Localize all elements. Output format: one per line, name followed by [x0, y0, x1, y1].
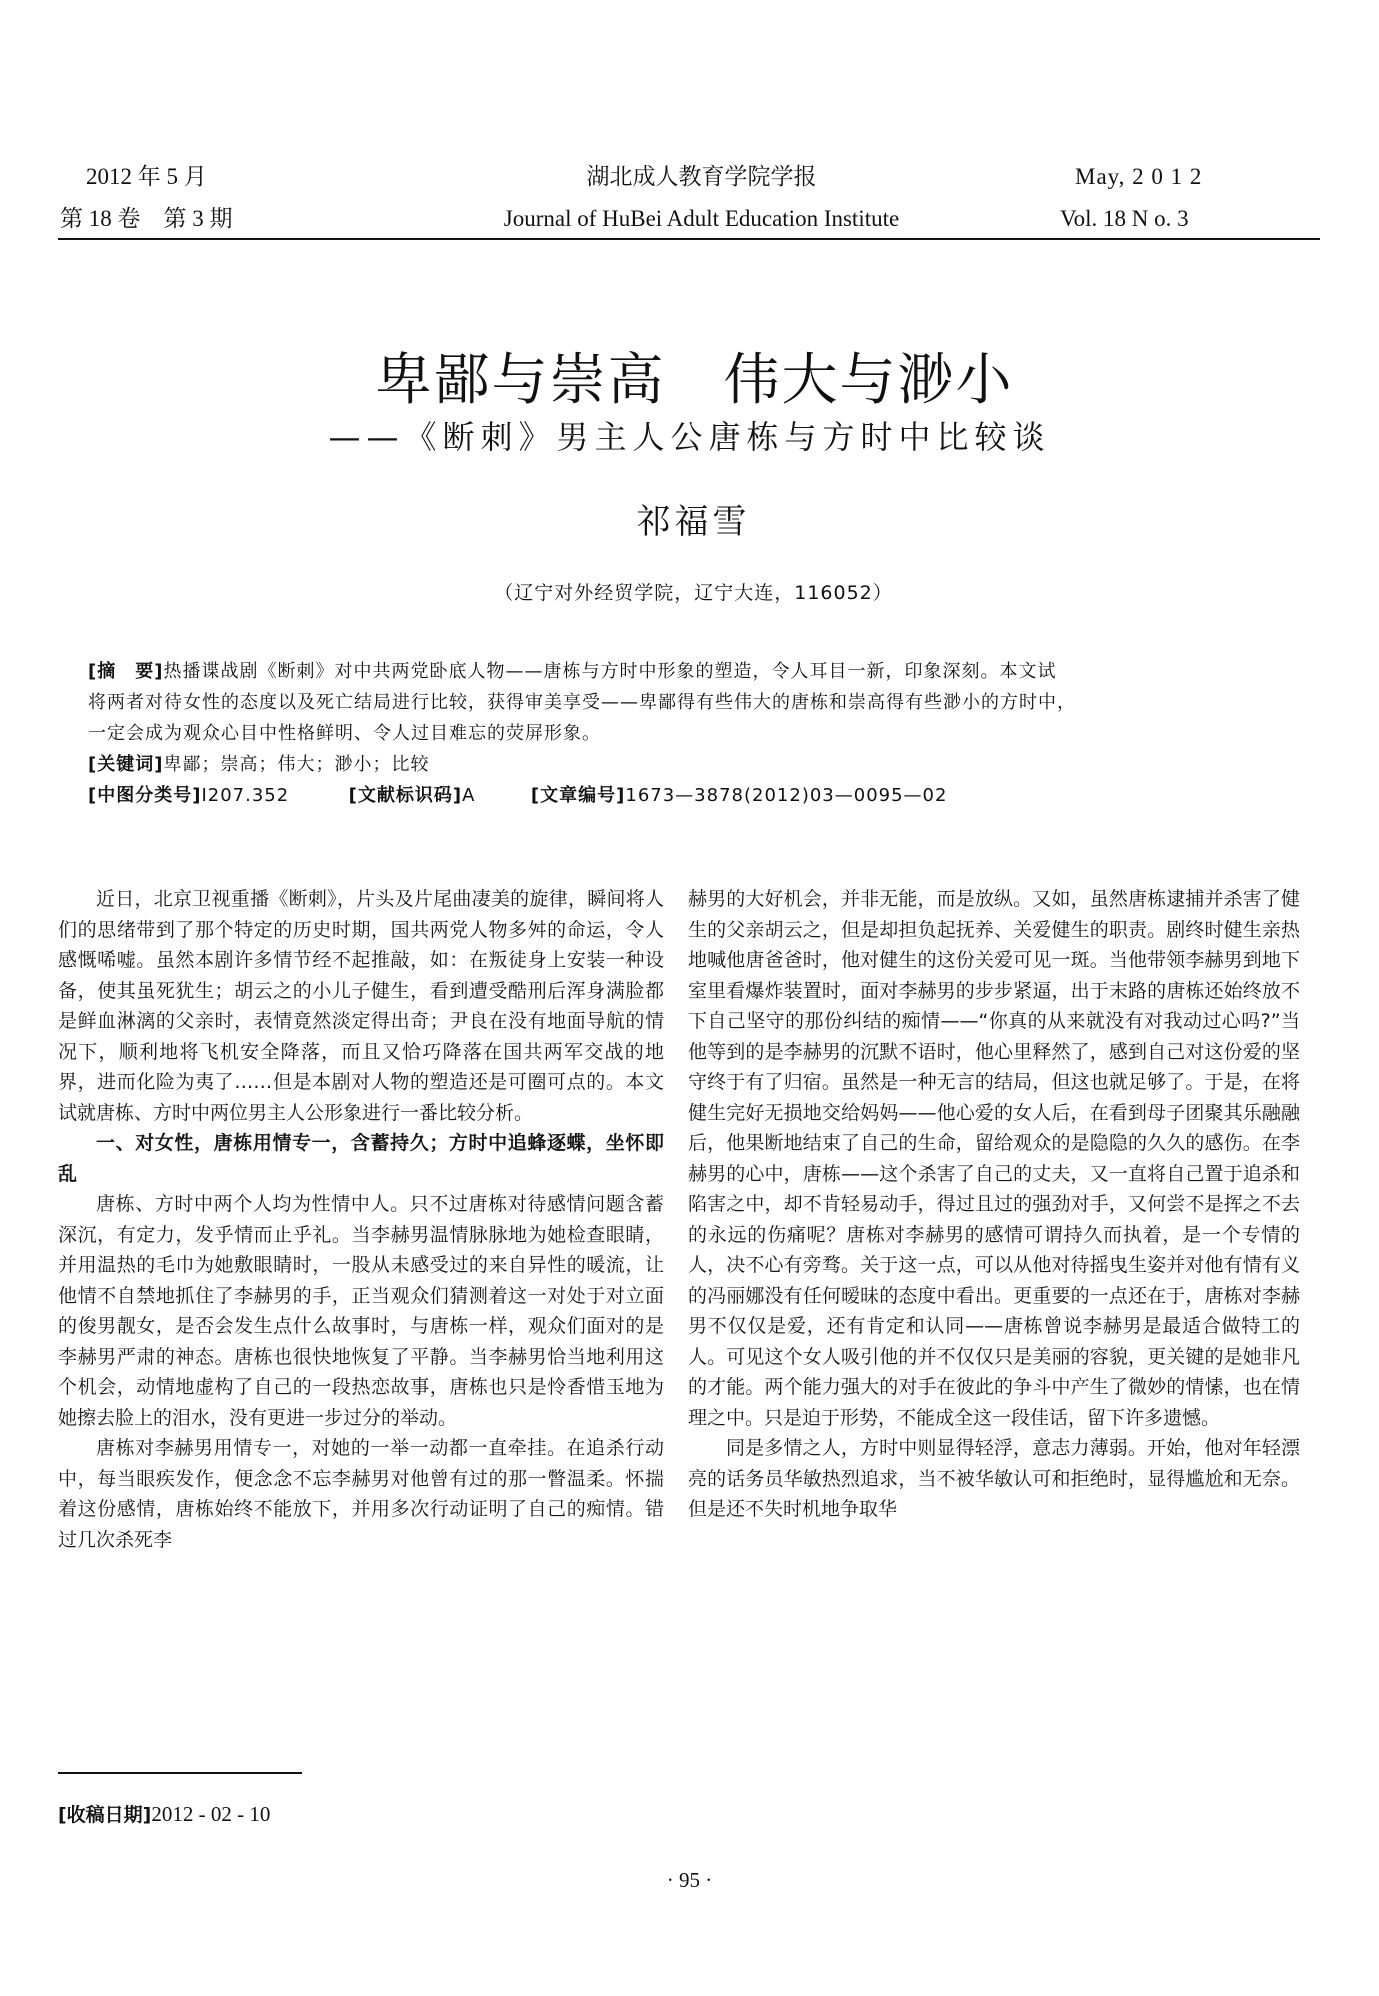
header-date-cn: 2012 年 5 月 [86, 164, 207, 189]
body-paragraph: 唐栋、方时中两个人均为性情中人。只不过唐栋对待感情问题含蓄深沉，有定力，发乎情而止乎礼。当李赫男温情脉脉地为她检查眼睛，并用温热的毛巾为她敷眼睛时，一股从未感受过的来自异性的暖流，让他情不自禁地抓住了李赫男的手，正当观众们猜测着这一对处于对立面的俊男靓女，是否会发生点什么故事时，与唐栋一样，观众们面对的是李赫男严肃的神态。唐栋也很快地恢复了平静。当李赫男恰当地利用这个机会，动情地虚构了自己的一段热恋故事，唐栋也只是怜香惜玉地为她擦去脸上的泪水，没有更进一步过分的举动。 [58, 1193, 664, 1429]
keywords-value: 卑鄙；崇高；伟大；渺小；比较 [163, 754, 430, 775]
article-subtitle: ——《断刺》男主人公唐栋与方时中比较谈 [328, 418, 1051, 456]
doc-code-label: [文献标识码] [348, 785, 463, 806]
doc-code-value: A [462, 785, 476, 806]
body-paragraph: 近日，北京卫视重播《断刺》，片头及片尾曲凄美的旋律，瞬间将人们的思绪带到了那个特定的历史时期，国共两党人物多舛的命运，令人感慨唏嘘。虽然本剧许多情节经不起推敲，如：在叛徒身上安装一种设备，使其虽死犹生；胡云之的小儿子健生，看到遭受酷刑后浑身满脸都是鲜血淋漓的父亲时，表情竟然淡定得出奇；尹良在没有地面导航的情况下，顺利地将飞机安全降落，而且又恰巧降落在国共两军交战的地界，进而化险为夷了……但是本剧对人物的塑造还是可圈可点的。本文试就唐栋、方时中两位男主人公形象进行一番比较分析。 [58, 888, 664, 1124]
classification-line [88, 780, 1263, 811]
article-no-value: 1673—3878(2012)03—0095—02 [625, 785, 948, 806]
clc-label: [中图分类号] [88, 785, 202, 806]
body-paragraph-continued: 赫男的大好机会，并非无能，而是放纵。又如，虽然唐栋逮捕并杀害了健生的父亲胡云之，但是却担负起抚养、关爱健生的职责。剧终时健生亲热地喊他唐爸爸时，他对健生的这份关爱可见一斑。当他带领李赫男到地下室里看爆炸装置时，面对李赫男的步步紧逼，出于末路的唐栋还始终放不下自己坚守的那份纠结的痴情——“你真的从来就没有对我动过心吗?”当他等到的是李赫男的沉默不语时，他心里释然了，感到自己对这份爱的坚守终于有了归宿。虽然是一种无言的结局，但这也就足够了。于是，在将健生完好无损地交给妈妈——他心爱的女人后，在看到母子团聚其乐融融后，他果断地结束了自己的生命，留给观众的是隐隐的久久的感伤。在李赫男的心中，唐栋——这个杀害了自己的丈夫，又一直将自己置于追杀和陷害之中，却不肯轻易动手，得过且过的强劲对手，又何尝不是挥之不去的永远的伤痛呢？唐栋对李赫男的感情可谓持久而执着，是一个专情的人，决不心有旁骛。关于这一点，可以从他对待摇曳生姿并对他有情有义的冯丽娜没有任何暧昧的态度中看出。更重要的一点还在于，唐栋对李赫男不仅仅是爱，还有肯定和认同——唐栋曾说李赫男是最适合做特工的人。可见这个女人吸引他的并不仅仅只是美丽的容貌，更关键的是她非凡的才能。两个能力强大的对手在彼此的争斗中产生了微妙的情愫，也在情理之中。只是迫于形势，不能成全这一段佳话，留下许多遗憾。 [688, 888, 1300, 1429]
abstract-line-3: 一定会成为观众心目中性格鲜明、令人过目难忘的荧屏形象。 [88, 723, 601, 744]
keywords-line [88, 749, 1263, 780]
journal-title-cn: 湖北成人教育学院学报 [586, 164, 817, 189]
keywords-label: [关键词] [88, 754, 164, 775]
article-title: 卑鄙与崇高 伟大与渺小 [375, 348, 1014, 413]
section-heading: 一、对女性，唐栋用情专一，含蓄持久；方时中追蜂逐蝶，坐怀即乱 [58, 1132, 664, 1185]
received-date: [收稿日期]2012 - 02 - 10 [58, 1802, 271, 1826]
page-number: · 95 · [666, 1868, 713, 1892]
body-column-left [58, 884, 664, 1555]
journal-title-en: Journal of HuBei Adult Education Institute [503, 206, 900, 231]
body-column-right [688, 884, 1300, 1525]
header-date-en: May, 2 0 1 2 [1075, 164, 1203, 189]
body-paragraph: 唐栋对李赫男用情专一，对她的一举一动都一直牵挂。在追杀行动中，每当眼疾发作，便念念不忘李赫男对他曾有过的那一瞥温柔。怀揣着这份感情，唐栋始终不能放下，并用多次行动证明了自己的痴情。错过几次杀死李 [58, 1437, 664, 1551]
abstract-line-1: [摘 要]热播谍战剧《断刺》对中共两党卧底人物——唐栋与方时中形象的塑造，令人耳目一新，印象深刻。本文试 [88, 661, 1057, 682]
abstract-line-2: 将两者对待女性的态度以及死亡结局进行比较，获得审美享受——卑鄙得有些伟大的唐栋和崇高得有些渺小的方时中， [88, 692, 1076, 713]
abstract-block [88, 656, 1263, 811]
author-affiliation: （辽宁对外经贸学院，辽宁大连，116052） [494, 582, 893, 604]
header-issue-en: Vol. 18 N o. 3 [1060, 206, 1189, 231]
header-rule [58, 238, 1320, 240]
header-issue-cn: 第 18 卷 第 3 期 [60, 206, 233, 231]
footnote-rule [58, 1772, 302, 1774]
body-paragraph: 同是多情之人，方时中则显得轻浮，意志力薄弱。开始，他对年轻漂亮的话务员华敏热烈追求，当不被华敏认可和拒绝时，显得尴尬和无奈。但是还不失时机地争取华 [688, 1437, 1300, 1520]
author-name: 祁福雪 [636, 502, 751, 542]
article-no-label: [文章编号] [530, 785, 626, 806]
clc-value: I207.352 [201, 785, 290, 806]
abstract-label: [摘 要] [88, 661, 164, 682]
